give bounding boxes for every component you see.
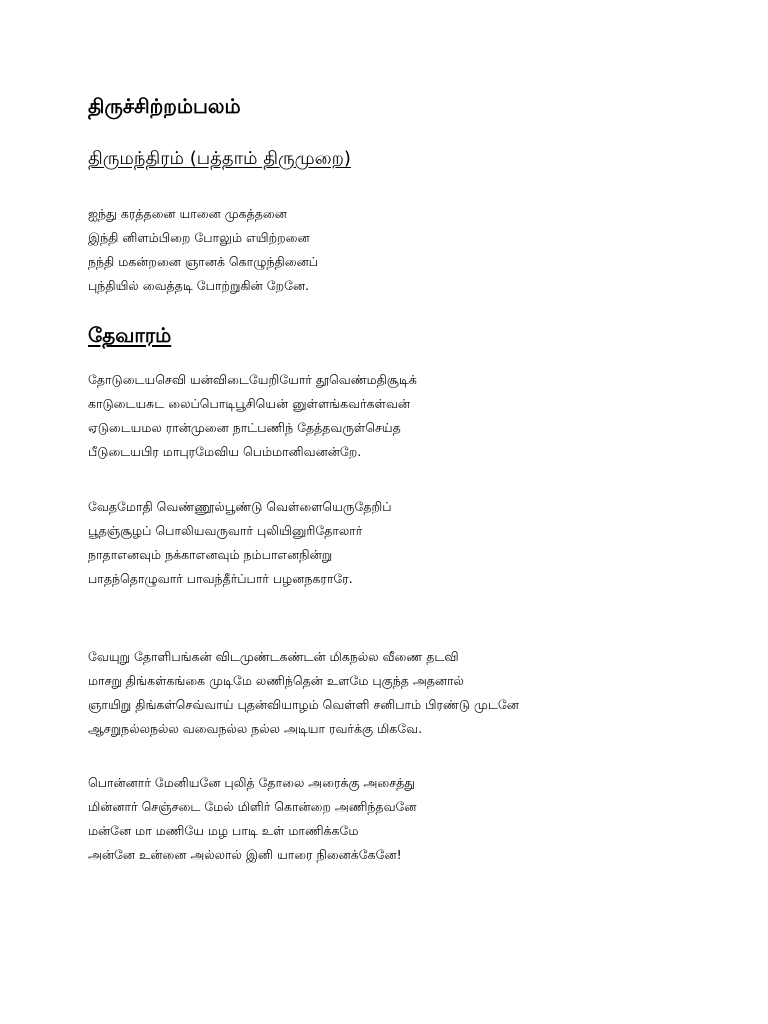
verse-line: பீடுடையபிர மாபுரமேவிய பெம்மானிவனன்றே. <box>88 444 362 459</box>
verse-line: ஐந்து கரத்தனை யானை முகத்தனை <box>88 206 287 221</box>
thevaram-stanza-1 <box>88 368 417 464</box>
verse-line: பூதஞ்சூழப் பொலியவருவார் புலியினுரிதோலார் <box>88 523 363 538</box>
page-title: திருச்சிற்றம்பலம் <box>88 94 241 118</box>
verse-line: பொன்னார் மேனியனே புலித் தோலை அரைக்கு அசைத்து <box>88 775 416 790</box>
verse-line: நந்தி மகன்றனை ஞானக் கொழுந்தினைப் <box>88 254 319 269</box>
verse-line: இந்தி னிளம்பிறை போலும் எயிற்றனை <box>88 230 310 245</box>
verse-line: மாசறு திங்கள்கங்கை முடிமே லணிந்தென் உளமே புகுந்த அதனால் <box>88 673 464 688</box>
verse-line: மின்னார் செஞ்சடை மேல் மிளிர் கொன்றை அணிந்தவனே <box>88 799 417 814</box>
verse-line: தோடுடையசெவி யன்விடையேறியோர் தூவெண்மதிசூடிக் <box>88 372 417 387</box>
verse-line: புந்தியில் வைத்தடி போற்றுகின் றேனே. <box>88 278 310 293</box>
verse-line: ஆசறுநல்லநல்ல வவைநல்ல நல்ல அடியா ரவர்க்கு மிகவே. <box>88 721 423 736</box>
thevaram-heading: தேவாரம் <box>88 323 172 347</box>
thirumanthiram-stanza <box>88 202 318 298</box>
thevaram-stanza-2 <box>88 495 392 591</box>
thirumanthiram-heading: திருமந்திரம் (பத்தாம் திருமுறை) <box>88 148 351 169</box>
verse-line: மன்னே மா மணியே மழ பாடி உள் மாணிக்கமே <box>88 823 359 838</box>
verse-line: வேயுறு தோளிபங்கன் விடமுண்டகண்டன் மிகநல்ல வீணை தடவி <box>88 649 459 664</box>
thevaram-stanza-4 <box>88 771 417 867</box>
verse-line: பாதந்தொழுவார் பாவந்தீர்ப்பார் பழனநகராரே. <box>88 571 353 586</box>
thevaram-stanza-3 <box>88 645 519 741</box>
verse-line: அன்னே உன்னை அல்லால் இனி யாரை நினைக்கேனே! <box>88 847 402 862</box>
verse-line: காடுடையசுட லைப்பொடிபூசியென் னுள்ளங்கவர்கள்வன் <box>88 396 411 411</box>
verse-line: ஞாயிறு திங்கள்செவ்வாய் புதன்வியாழம் வெள்ளி சனிபாம் பிரண்டு முடனே <box>88 697 519 712</box>
verse-line: வேதமோதி வெண்ணூல்பூண்டு வெள்ளையெருதேறிப் <box>88 499 392 514</box>
verse-line: நாதாஎனவும் நக்காஎனவும் நம்பாஎனநின்று <box>88 547 333 562</box>
verse-line: ஏடுடையமல ரான்முனை நாட்பணிந் தேத்தவருள்செய்த <box>88 420 401 435</box>
